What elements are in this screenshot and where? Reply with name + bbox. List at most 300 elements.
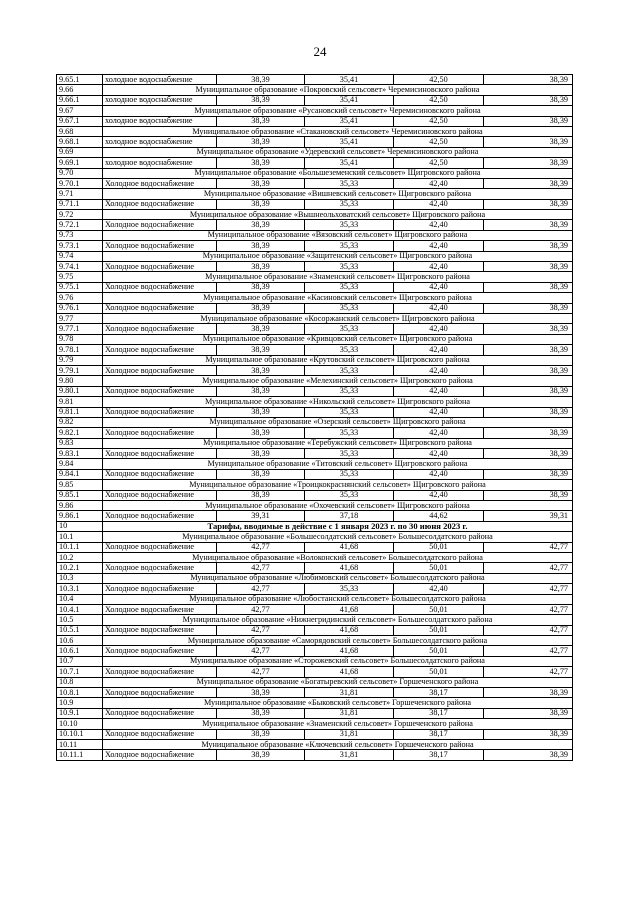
- tariff-value-4: 42,77: [484, 563, 573, 573]
- municipality-title: Муниципальное образование «Знаменский сельсовет» Горшеченского района: [103, 719, 573, 729]
- row-code: 9.71.1: [57, 199, 103, 209]
- tariff-value-4: 38,39: [484, 220, 573, 230]
- municipality-title: Муниципальное образование «Косоржанский сельсовет» Щигровского района: [103, 313, 573, 323]
- tariff-value-4: 42,77: [484, 625, 573, 635]
- municipality-row: [57, 210, 573, 220]
- municipality-row: [57, 313, 573, 323]
- table-row: [57, 667, 573, 677]
- table-row: [57, 584, 573, 594]
- tariff-value-4: 38,39: [484, 365, 573, 375]
- row-code: 10.3: [57, 573, 103, 583]
- municipality-title: Муниципальное образование «Вишневский сельсовет» Щигровского района: [103, 189, 573, 199]
- municipality-title: Муниципальное образование «Саморядовский сельсовет» Большесолдатского района: [103, 636, 573, 646]
- tariff-value-1: 38,39: [217, 220, 305, 230]
- tariff-value-1: 42,77: [217, 542, 305, 552]
- tariff-value-3: 42,40: [394, 282, 484, 292]
- municipality-title: Муниципальное образование «Любостанский сельсовет» Большесолдатского района: [103, 594, 573, 604]
- municipality-row: [57, 147, 573, 157]
- row-code: 9.79: [57, 355, 103, 365]
- section-title: Тарифы, вводимые в действие с 1 января 2023 г. по 30 июня 2023 г.: [103, 521, 573, 531]
- municipality-title: Муниципальное образование «Стакановский сельсовет» Черемисиновского района: [103, 126, 573, 136]
- municipality-row: [57, 293, 573, 303]
- tariff-value-1: 42,77: [217, 604, 305, 614]
- table-row: [57, 604, 573, 614]
- municipality-title: Муниципальное образование «Троицкокраснянский сельсовет» Щигровского района: [103, 480, 573, 490]
- row-code: 9.66.1: [57, 95, 103, 105]
- tariff-value-3: 38,17: [394, 729, 484, 739]
- tariff-value-3: 50,01: [394, 604, 484, 614]
- row-code: 9.81.1: [57, 407, 103, 417]
- tariff-value-3: 42,40: [394, 262, 484, 272]
- municipality-title: Муниципальное образование «Вышнеольховатский сельсовет» Щигровского района: [103, 210, 573, 220]
- row-code: 10.9.1: [57, 708, 103, 718]
- table-row: [57, 729, 573, 739]
- row-code: 10: [57, 521, 103, 531]
- municipality-title: Муниципальное образование «Нижнегридинский сельсовет» Большесолдатского района: [103, 615, 573, 625]
- tariff-value-3: 42,50: [394, 75, 484, 85]
- tariff-value-1: 38,39: [217, 262, 305, 272]
- municipality-row: [57, 552, 573, 562]
- tariff-value-3: 42,40: [394, 220, 484, 230]
- tariff-value-1: 38,39: [217, 750, 305, 760]
- tariff-value-1: 42,77: [217, 584, 305, 594]
- tariff-value-1: 38,39: [217, 95, 305, 105]
- tariff-value-1: 38,39: [217, 137, 305, 147]
- municipality-row: [57, 230, 573, 240]
- tariff-value-4: 38,39: [484, 490, 573, 500]
- tariff-value-3: 42,40: [394, 303, 484, 313]
- tariff-value-2: 35,41: [305, 95, 394, 105]
- service-name: Холодное водоснабжение: [103, 428, 217, 438]
- row-code: 10.2.1: [57, 563, 103, 573]
- table-row: [57, 449, 573, 459]
- service-name: холодное водоснабжение: [103, 137, 217, 147]
- service-name: Холодное водоснабжение: [103, 708, 217, 718]
- table-row: [57, 220, 573, 230]
- tariff-value-4: 38,39: [484, 688, 573, 698]
- tariff-value-1: 38,39: [217, 365, 305, 375]
- tariff-value-1: 38,39: [217, 199, 305, 209]
- table-row: [57, 688, 573, 698]
- tariff-value-4: 42,77: [484, 542, 573, 552]
- tariff-value-4: 42,77: [484, 667, 573, 677]
- tariff-value-3: 42,40: [394, 178, 484, 188]
- tariff-value-2: 35,33: [305, 407, 394, 417]
- row-code: 10.6.1: [57, 646, 103, 656]
- row-code: 9.74: [57, 251, 103, 261]
- row-code: 10.3.1: [57, 584, 103, 594]
- service-name: Холодное водоснабжение: [103, 469, 217, 479]
- tariff-value-2: 35,33: [305, 449, 394, 459]
- tariff-value-1: 38,39: [217, 490, 305, 500]
- service-name: Холодное водоснабжение: [103, 646, 217, 656]
- municipality-title: Муниципальное образование «Защитенский сельсовет» Щигровского района: [103, 251, 573, 261]
- row-code: 10.11: [57, 740, 103, 750]
- tariff-value-4: 38,39: [484, 241, 573, 251]
- tariff-value-3: 50,01: [394, 625, 484, 635]
- tariff-value-1: 38,39: [217, 282, 305, 292]
- tariff-value-3: 42,50: [394, 116, 484, 126]
- tariff-value-4: 38,39: [484, 262, 573, 272]
- tariff-value-3: 50,01: [394, 667, 484, 677]
- municipality-title: Муниципальное образование «Озерский сельсовет» Щигровского района: [103, 417, 573, 427]
- municipality-row: [57, 397, 573, 407]
- row-code: 9.83.1: [57, 449, 103, 459]
- tariff-value-1: 39,31: [217, 511, 305, 521]
- municipality-row: [57, 438, 573, 448]
- tariff-value-2: 31,81: [305, 688, 394, 698]
- municipality-title: Муниципальное образование «Теребужский сельсовет» Щигровского района: [103, 438, 573, 448]
- service-name: Холодное водоснабжение: [103, 324, 217, 334]
- municipality-title: Муниципальное образование «Русановский сельсовет» Черемисиновского района: [103, 106, 573, 116]
- row-code: 9.69: [57, 147, 103, 157]
- table-row: [57, 178, 573, 188]
- tariff-value-3: 42,40: [394, 386, 484, 396]
- tariff-value-2: 41,68: [305, 604, 394, 614]
- tariff-value-2: 37,18: [305, 511, 394, 521]
- page-number: 24: [313, 44, 327, 59]
- table-row: [57, 646, 573, 656]
- row-code: 10.4: [57, 594, 103, 604]
- tariff-value-1: 42,77: [217, 646, 305, 656]
- service-name: Холодное водоснабжение: [103, 729, 217, 739]
- service-name: холодное водоснабжение: [103, 116, 217, 126]
- municipality-title: Муниципальное образование «Крутовский сельсовет» Щигровского района: [103, 355, 573, 365]
- tariff-value-1: 38,39: [217, 116, 305, 126]
- row-code: 9.67.1: [57, 116, 103, 126]
- service-name: Холодное водоснабжение: [103, 241, 217, 251]
- table-row: [57, 542, 573, 552]
- row-code: 9.70: [57, 168, 103, 178]
- municipality-row: [57, 532, 573, 542]
- tariff-value-1: 38,39: [217, 241, 305, 251]
- municipality-title: Муниципальное образование «Ключевский сельсовет» Горшеченского района: [103, 740, 573, 750]
- municipality-row: [57, 501, 573, 511]
- tariff-value-1: 38,39: [217, 407, 305, 417]
- municipality-row: [57, 615, 573, 625]
- table-row: [57, 303, 573, 313]
- municipality-row: [57, 480, 573, 490]
- municipality-row: [57, 126, 573, 136]
- municipality-title: Муниципальное образование «Богатыревский сельсовет» Горшеченского района: [103, 677, 573, 687]
- tariff-value-2: 41,68: [305, 563, 394, 573]
- municipality-title: Муниципальное образование «Покровский сельсовет» Черемисиновского района: [103, 85, 573, 95]
- municipality-row: [57, 272, 573, 282]
- service-name: Холодное водоснабжение: [103, 625, 217, 635]
- row-code: 9.75: [57, 272, 103, 282]
- service-name: Холодное водоснабжение: [103, 365, 217, 375]
- tariff-value-3: 50,01: [394, 646, 484, 656]
- service-name: Холодное водоснабжение: [103, 407, 217, 417]
- row-code: 9.72.1: [57, 220, 103, 230]
- row-code: 9.81: [57, 397, 103, 407]
- tariff-value-1: 38,39: [217, 158, 305, 168]
- table-row: [57, 750, 573, 760]
- table-row: [57, 241, 573, 251]
- tariff-value-2: 35,33: [305, 303, 394, 313]
- tariff-value-2: 35,33: [305, 262, 394, 272]
- tariff-value-4: 39,31: [484, 511, 573, 521]
- row-code: 9.84: [57, 459, 103, 469]
- row-code: 9.77: [57, 313, 103, 323]
- tariff-value-3: 50,01: [394, 542, 484, 552]
- tariff-value-2: 35,33: [305, 469, 394, 479]
- row-code: 9.73.1: [57, 241, 103, 251]
- tariff-value-4: 38,39: [484, 708, 573, 718]
- tariff-value-2: 35,41: [305, 158, 394, 168]
- table-row: [57, 158, 573, 168]
- row-code: 9.69.1: [57, 158, 103, 168]
- municipality-row: [57, 355, 573, 365]
- service-name: Холодное водоснабжение: [103, 511, 217, 521]
- tariff-value-1: 38,39: [217, 303, 305, 313]
- tariff-value-4: 42,77: [484, 584, 573, 594]
- row-code: 9.74.1: [57, 262, 103, 272]
- service-name: Холодное водоснабжение: [103, 386, 217, 396]
- tariff-value-1: 38,39: [217, 345, 305, 355]
- tariff-value-3: 42,40: [394, 449, 484, 459]
- row-code: 10.8.1: [57, 688, 103, 698]
- tariff-value-4: 38,39: [484, 303, 573, 313]
- service-name: Холодное водоснабжение: [103, 220, 217, 230]
- service-name: Холодное водоснабжение: [103, 750, 217, 760]
- service-name: холодное водоснабжение: [103, 95, 217, 105]
- tariff-value-1: 38,39: [217, 386, 305, 396]
- municipality-title: Муниципальное образование «Волоконский сельсовет» Большесолдатского района: [103, 552, 573, 562]
- tariff-value-3: 42,40: [394, 407, 484, 417]
- row-code: 9.68: [57, 126, 103, 136]
- tariff-value-3: 42,40: [394, 324, 484, 334]
- municipality-row: [57, 698, 573, 708]
- tariff-value-3: 42,40: [394, 199, 484, 209]
- tariff-value-3: 42,40: [394, 490, 484, 500]
- service-name: Холодное водоснабжение: [103, 584, 217, 594]
- tariff-value-2: 35,33: [305, 282, 394, 292]
- row-code: 9.78: [57, 334, 103, 344]
- tariff-value-4: 38,39: [484, 729, 573, 739]
- tariff-value-2: 31,81: [305, 750, 394, 760]
- tariff-value-2: 41,68: [305, 667, 394, 677]
- municipality-row: [57, 573, 573, 583]
- municipality-title: Муниципальное образование «Вязовский сельсовет» Щигровского района: [103, 230, 573, 240]
- row-code: 9.78.1: [57, 345, 103, 355]
- tariff-value-4: 38,39: [484, 75, 573, 85]
- table-row: [57, 365, 573, 375]
- tariff-value-2: 35,41: [305, 116, 394, 126]
- table-row: [57, 137, 573, 147]
- tariff-value-1: 38,39: [217, 449, 305, 459]
- municipality-title: Муниципальное образование «Любимовский сельсовет» Большесолдатского района: [103, 573, 573, 583]
- tariff-value-4: 38,39: [484, 449, 573, 459]
- service-name: Холодное водоснабжение: [103, 563, 217, 573]
- tariff-value-1: 38,39: [217, 729, 305, 739]
- tariff-value-2: 41,68: [305, 542, 394, 552]
- tariff-value-1: 38,39: [217, 75, 305, 85]
- tariff-value-4: 42,77: [484, 604, 573, 614]
- tariff-value-2: 35,41: [305, 137, 394, 147]
- municipality-row: [57, 85, 573, 95]
- row-code: 10.1: [57, 532, 103, 542]
- tariff-value-4: 38,39: [484, 282, 573, 292]
- row-code: 9.79.1: [57, 365, 103, 375]
- tariff-value-3: 42,40: [394, 428, 484, 438]
- tariff-value-2: 35,33: [305, 365, 394, 375]
- municipality-title: Муниципальное образование «Никольский сельсовет» Щигровского района: [103, 397, 573, 407]
- tariff-value-2: 35,33: [305, 178, 394, 188]
- municipality-title: Муниципальное образование «Знаменский сельсовет» Щигровского района: [103, 272, 573, 282]
- tariff-value-2: 41,68: [305, 646, 394, 656]
- tariff-value-1: 38,39: [217, 324, 305, 334]
- municipality-row: [57, 740, 573, 750]
- tariff-value-4: 38,39: [484, 116, 573, 126]
- municipality-row: [57, 459, 573, 469]
- municipality-row: [57, 189, 573, 199]
- row-code: 9.66: [57, 85, 103, 95]
- row-code: 9.65.1: [57, 75, 103, 85]
- tariff-value-4: 38,39: [484, 750, 573, 760]
- tariff-value-2: 35,33: [305, 241, 394, 251]
- table-row: [57, 708, 573, 718]
- row-code: 9.67: [57, 106, 103, 116]
- service-name: Холодное водоснабжение: [103, 345, 217, 355]
- municipality-row: [57, 106, 573, 116]
- tariff-value-4: 38,39: [484, 345, 573, 355]
- row-code: 9.72: [57, 210, 103, 220]
- tariff-value-3: 38,17: [394, 688, 484, 698]
- row-code: 10.9: [57, 698, 103, 708]
- tariff-value-1: 38,39: [217, 178, 305, 188]
- tariff-value-1: 42,77: [217, 625, 305, 635]
- row-code: 9.84.1: [57, 469, 103, 479]
- row-code: 10.7: [57, 656, 103, 666]
- municipality-title: Муниципальное образование «Сторожевский сельсовет» Большесолдатского района: [103, 656, 573, 666]
- municipality-row: [57, 417, 573, 427]
- table-row: [57, 490, 573, 500]
- row-code: 10.8: [57, 677, 103, 687]
- table-row: [57, 345, 573, 355]
- row-code: 9.76: [57, 293, 103, 303]
- municipality-row: [57, 594, 573, 604]
- service-name: холодное водоснабжение: [103, 158, 217, 168]
- row-code: 10.2: [57, 552, 103, 562]
- municipality-title: Муниципальное образование «Удеревский сельсовет» Черемисиновского района: [103, 147, 573, 157]
- row-code: 9.77.1: [57, 324, 103, 334]
- tariff-value-1: 38,39: [217, 469, 305, 479]
- tariff-value-2: 35,33: [305, 490, 394, 500]
- table-row: [57, 324, 573, 334]
- municipality-title: Муниципальное образование «Большеземенский сельсовет» Щигровского района: [103, 168, 573, 178]
- tariff-value-1: 38,39: [217, 708, 305, 718]
- tariff-value-3: 42,40: [394, 584, 484, 594]
- table-row: [57, 262, 573, 272]
- tariff-value-4: 38,39: [484, 469, 573, 479]
- section-header-row: [57, 521, 573, 531]
- tariff-value-3: 42,50: [394, 158, 484, 168]
- service-name: Холодное водоснабжение: [103, 490, 217, 500]
- municipality-title: Муниципальное образование «Кривцовский сельсовет» Щигровского района: [103, 334, 573, 344]
- tariff-value-4: 38,39: [484, 95, 573, 105]
- tariff-value-2: 35,33: [305, 345, 394, 355]
- tariff-value-4: 38,39: [484, 137, 573, 147]
- table-row: [57, 407, 573, 417]
- row-code: 10.5: [57, 615, 103, 625]
- row-code: 9.76.1: [57, 303, 103, 313]
- table-row: [57, 625, 573, 635]
- tariff-value-3: 42,40: [394, 345, 484, 355]
- row-code: 10.7.1: [57, 667, 103, 677]
- municipality-title: Муниципальное образование «Охочевский сельсовет» Щигровского района: [103, 501, 573, 511]
- tariff-value-2: 35,33: [305, 428, 394, 438]
- municipality-row: [57, 636, 573, 646]
- service-name: Холодное водоснабжение: [103, 604, 217, 614]
- tariff-value-4: 38,39: [484, 386, 573, 396]
- tariff-value-4: 38,39: [484, 158, 573, 168]
- table-row: [57, 469, 573, 479]
- tariff-value-4: 42,77: [484, 646, 573, 656]
- tariff-value-3: 38,17: [394, 708, 484, 718]
- municipality-title: Муниципальное образование «Большесолдатский сельсовет» Большесолдатского района: [103, 532, 573, 542]
- service-name: холодное водоснабжение: [103, 75, 217, 85]
- row-code: 9.75.1: [57, 282, 103, 292]
- row-code: 10.5.1: [57, 625, 103, 635]
- municipality-row: [57, 251, 573, 261]
- tariff-value-3: 50,01: [394, 563, 484, 573]
- tariff-value-1: 42,77: [217, 563, 305, 573]
- row-code: 10.1.1: [57, 542, 103, 552]
- tariff-table: [56, 74, 573, 761]
- table-row: [57, 75, 573, 85]
- table-row: [57, 428, 573, 438]
- row-code: 10.6: [57, 636, 103, 646]
- row-code: 9.73: [57, 230, 103, 240]
- tariff-value-1: 38,39: [217, 688, 305, 698]
- municipality-row: [57, 656, 573, 666]
- table-row: [57, 563, 573, 573]
- tariff-value-3: 38,17: [394, 750, 484, 760]
- municipality-title: Муниципальное образование «Касиновский сельсовет» Щигровского района: [103, 293, 573, 303]
- row-code: 9.80: [57, 376, 103, 386]
- table-row: [57, 116, 573, 126]
- tariff-value-3: 42,40: [394, 365, 484, 375]
- municipality-row: [57, 677, 573, 687]
- municipality-row: [57, 168, 573, 178]
- tariff-value-2: 35,33: [305, 324, 394, 334]
- service-name: Холодное водоснабжение: [103, 262, 217, 272]
- tariff-value-4: 38,39: [484, 178, 573, 188]
- row-code: 9.83: [57, 438, 103, 448]
- row-code: 10.10: [57, 719, 103, 729]
- tariff-value-2: 35,33: [305, 386, 394, 396]
- tariff-value-2: 35,33: [305, 220, 394, 230]
- municipality-row: [57, 334, 573, 344]
- table-row: [57, 511, 573, 521]
- municipality-title: Муниципальное образование «Быковский сельсовет» Горшеченского района: [103, 698, 573, 708]
- tariff-value-3: 42,50: [394, 95, 484, 105]
- row-code: 9.85: [57, 480, 103, 490]
- municipality-row: [57, 719, 573, 729]
- row-code: 10.11.1: [57, 750, 103, 760]
- tariff-value-1: 42,77: [217, 667, 305, 677]
- service-name: Холодное водоснабжение: [103, 542, 217, 552]
- service-name: Холодное водоснабжение: [103, 688, 217, 698]
- service-name: Холодное водоснабжение: [103, 449, 217, 459]
- tariff-value-2: 35,41: [305, 75, 394, 85]
- row-code: 10.10.1: [57, 729, 103, 739]
- tariff-value-4: 38,39: [484, 407, 573, 417]
- table-row: [57, 199, 573, 209]
- row-code: 9.82: [57, 417, 103, 427]
- row-code: 10.4.1: [57, 604, 103, 614]
